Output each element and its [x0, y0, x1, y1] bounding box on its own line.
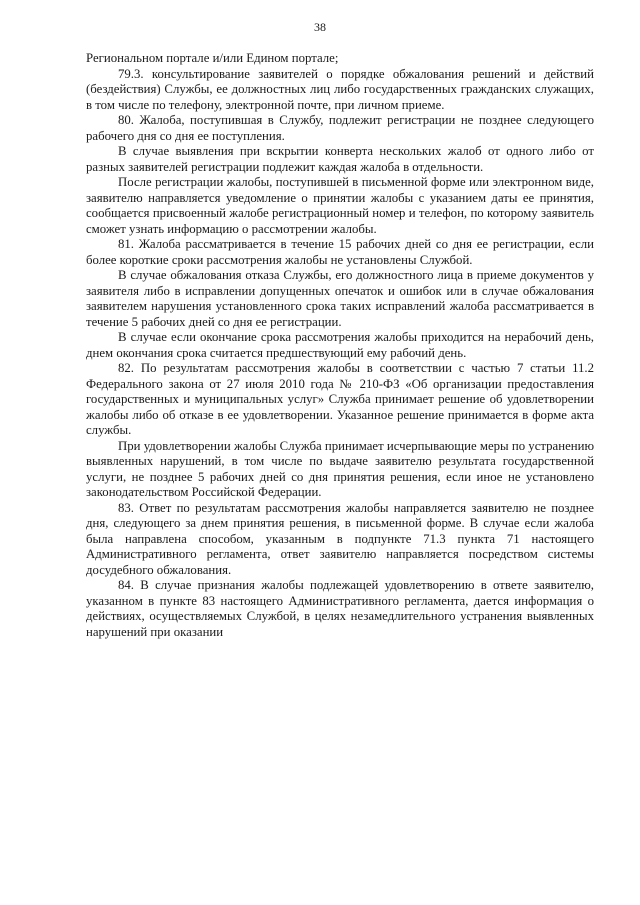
paragraph: В случае обжалования отказа Службы, его должностного лица в приеме документов у заявителя либо в исправлении допущенных опечаток и ошибок или в случае обжалования заявителем нарушения установленного срока таких исправлений жалоба рассматривается в течение 5 рабочих дней со дня ее регистрации.: [86, 268, 594, 329]
document-body: [86, 51, 594, 640]
paragraph: 82. По результатам рассмотрения жалобы в соответствии с частью 7 статьи 11.2 Федерального закона от 27 июля 2010 года № 210-ФЗ «Об организации предоставления государственных и муниципальных услуг» Служба принимает решение об удовлетворении жалобы либо об отказе в ее удовлетворении. Указанное решение принимается в форме акта службы.: [86, 361, 594, 437]
paragraph: В случае выявления при вскрытии конверта нескольких жалоб от одного либо от разных заявителей регистрации подлежит каждая жалоба в отдельности.: [86, 144, 594, 174]
paragraph: 79.3. консультирование заявителей о порядке обжалования решений и действий (бездействия) Службы, ее должностных лиц либо государственных гражданских служащих, в том числе по телефону, электронной почте, при личном приеме.: [86, 66, 594, 112]
page-number: 38: [314, 20, 326, 34]
paragraph: При удовлетворении жалобы Служба принимает исчерпывающие меры по устранению выявленных нарушений, в том числе по выдаче заявителю результата государственной услуги, не позднее 5 рабочих дней со дня принятия решения, если иное не установлено законодательством Российской Федерации.: [86, 438, 594, 499]
paragraph: 81. Жалоба рассматривается в течение 15 рабочих дней со дня ее регистрации, если более короткие сроки рассмотрения жалобы не установлены Службой.: [86, 237, 594, 267]
paragraph: Региональном портале и/или Едином портале;: [86, 51, 339, 65]
paragraph: После регистрации жалобы, поступившей в письменной форме или электронном виде, заявителю направляется уведомление о принятии жалобы с указанием даты ее принятия, сообщается присвоенный жалобе регистрационный номер и телефон, по которому заявитель сможет узнать информацию о рассмотрении жалобы.: [86, 175, 594, 236]
paragraph: В случае если окончание срока рассмотрения жалобы приходится на нерабочий день, днем окончания срока считается предшествующий ему рабочий день.: [86, 330, 594, 360]
paragraph: 80. Жалоба, поступившая в Службу, подлежит регистрации не позднее следующего рабочего дня со дня ее поступления.: [86, 113, 594, 143]
paragraph: 83. Ответ по результатам рассмотрения жалобы направляется заявителю не позднее дня, следующего за днем принятия решения, в письменной форме. В случае если жалоба была направлена способом, указанным в подпункте 71.3 пункта 71 настоящего Административного регламента, ответ заявителю направляется посредством системы досудебного обжалования.: [86, 500, 594, 577]
paragraph: 84. В случае признания жалобы подлежащей удовлетворению в ответе заявителю, указанном в пункте 83 настоящего Административного регламента, дается информация о действиях, осуществляемых Службой, в целях незамедлительного устранения выявленных нарушений при оказании: [86, 578, 594, 639]
